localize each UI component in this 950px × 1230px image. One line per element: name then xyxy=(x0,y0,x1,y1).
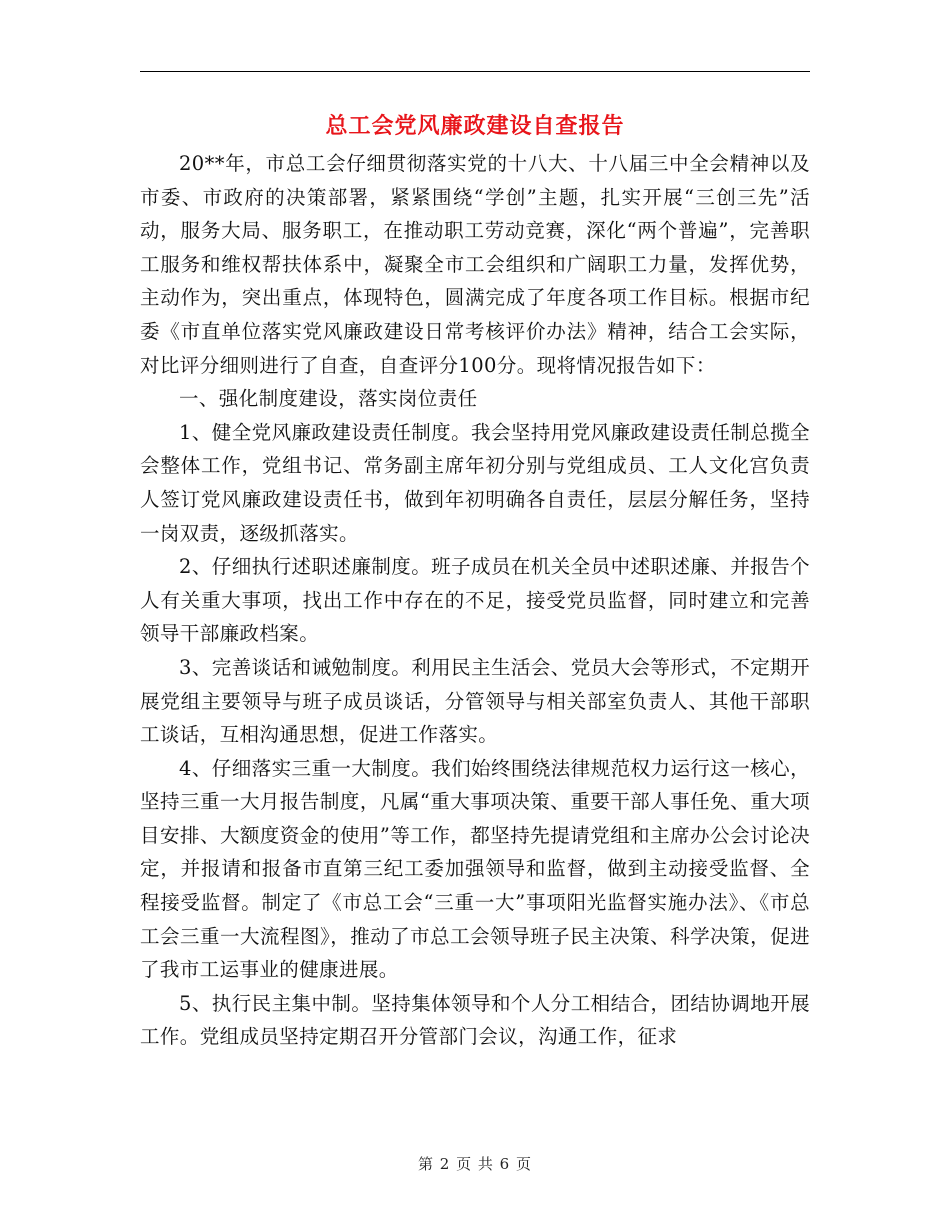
paragraph-item-2: 2、仔细执行述职述廉制度。班子成员在机关全员中述职述廉、并报告个人有关重大事项，找出工作中存在的不足，接受党员监督，同时建立和完善领导干部廉政档案。 xyxy=(140,555,810,646)
section-heading-1: 一、强化制度建设，落实岗位责任 xyxy=(179,387,478,411)
paragraph-item-1: 1、健全党风廉政建设责任制度。我会坚持用党风廉政建设责任制总揽全会整体工作，党组书记、常务副主席年初分别与党组成员、工人文化宫负责人签订党风廉政建设责任书，做到年初明确各自责任，层层分解任务，坚持一岗双责，逐级抓落实。 xyxy=(140,420,810,545)
page-footer: 第 2 页 共 6 页 xyxy=(418,1155,532,1173)
header-rule xyxy=(140,71,810,72)
paragraph-item-5: 5、执行民主集中制。坚持集体领导和个人分工相结合，团结协调地开展工作。党组成员坚持定期召开分管部门会议，沟通工作，征求 xyxy=(140,991,810,1049)
document-body xyxy=(140,147,810,1054)
paragraph-intro: 20**年，市总工会仔细贯彻落实党的十八大、十八届三中全会精神以及市委、市政府的决策部署，紧紧围绕“学创”主题，扎实开展“三创三先”活动，服务大局、服务职工，在推动职工劳动竞赛，深化“两个普遍”，完善职工服务和维权帮扶体系中，凝聚全市工会组织和广阔职工力量，发挥优势，主动作为，突出重点，体现特色，圆满完成了年度各项工作目标。根据市纪委《市直单位落实党风廉政建设日常考核评价办法》精神，结合工会实际，对比评分细则进行了自查，自查评分100分。现将情况报告如下： xyxy=(140,152,810,377)
paragraph-item-4: 4、仔细落实三重一大制度。我们始终围绕法律规范权力运行这一核心，坚持三重一大月报告制度，凡属“重大事项决策、重要干部人事任免、重大项目安排、大额度资金的使用”等工作，都坚持先提请党组和主席办公会讨论决定，并报请和报备市直第三纪工委加强领导和监督，做到主动接受监督、全程接受监督。制定了《市总工会“三重一大”事项阳光监督实施办法》、《市总工会三重一大流程图》，推动了市总工会领导班子民主决策、科学决策，促进了我市工运事业的健康进展。 xyxy=(140,756,810,982)
paragraph-item-3: 3、完善谈话和诫勉制度。利用民主生活会、党员大会等形式，不定期开展党组主要领导与班子成员谈话，分管领导与相关部室负责人、其他干部职工谈话，互相沟通思想，促进工作落实。 xyxy=(140,655,810,747)
document-title: 总工会党风廉政建设自查报告 xyxy=(325,113,625,139)
